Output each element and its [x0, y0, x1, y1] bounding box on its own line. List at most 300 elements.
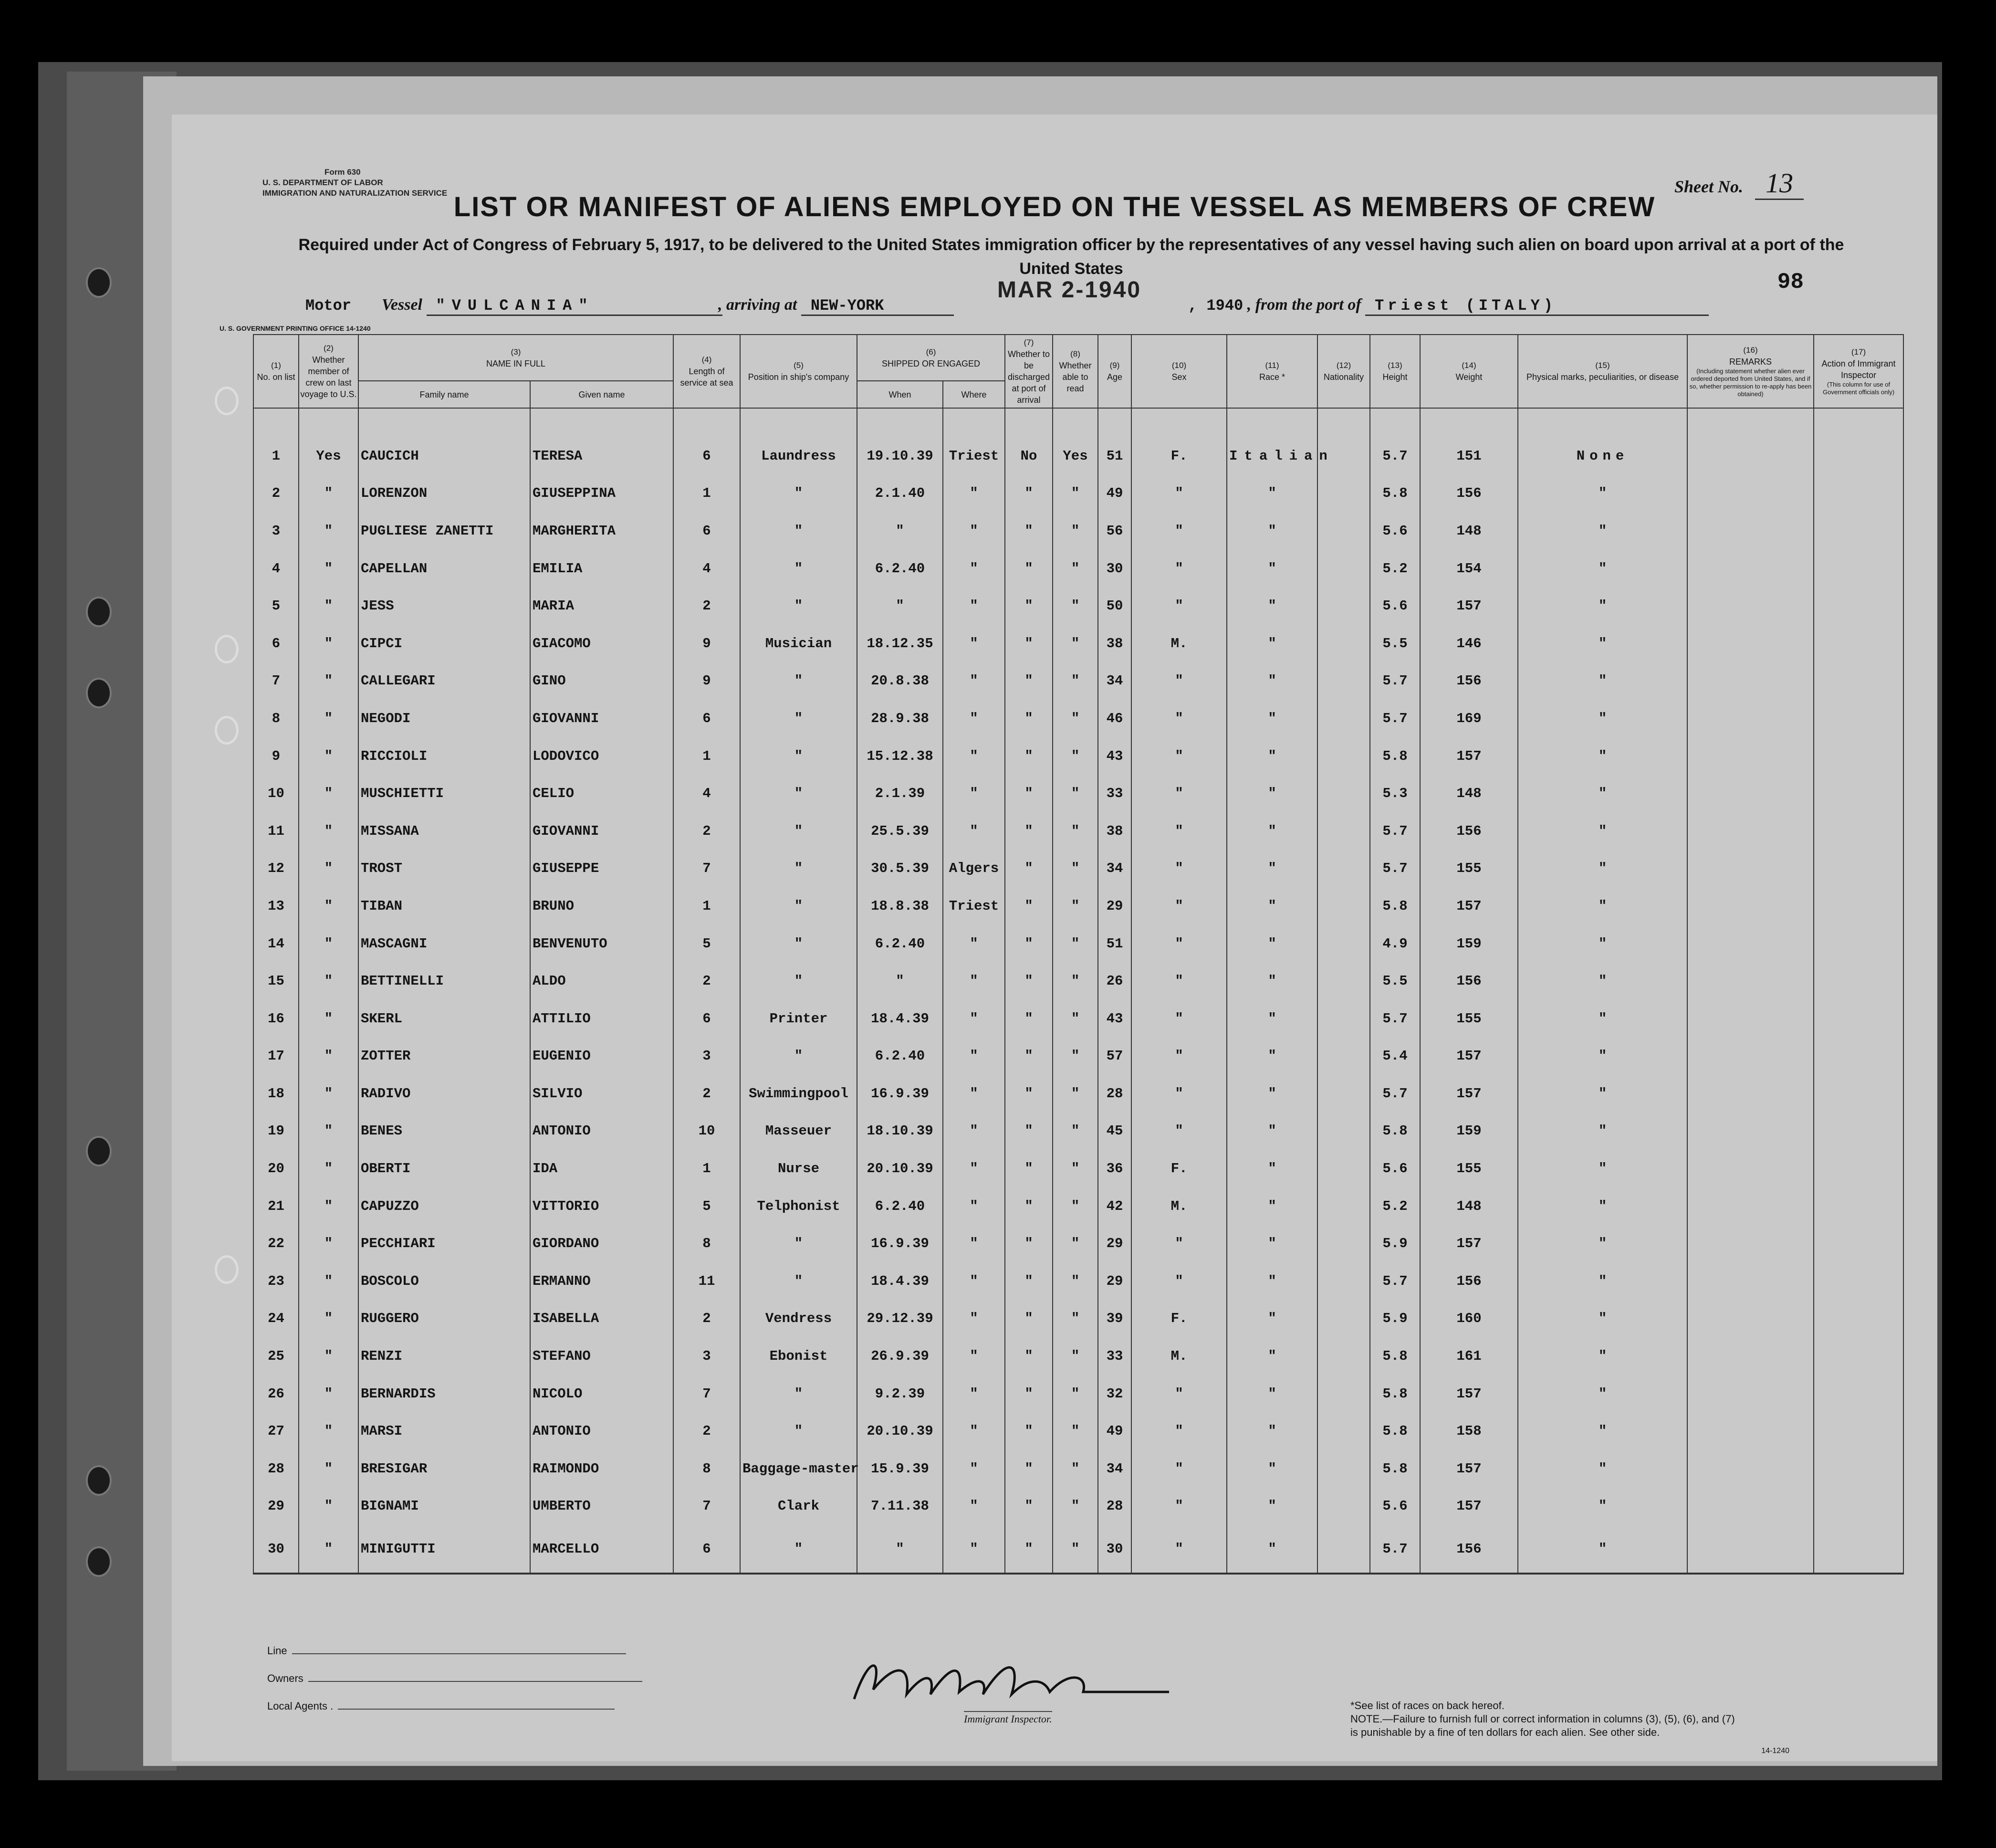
cell-no: 10 — [253, 775, 299, 812]
cell-family: LORENZON — [358, 475, 530, 513]
cell-nationality — [1317, 1525, 1370, 1574]
cell-discharged: " — [1005, 1262, 1053, 1300]
agents-label: Local Agents — [267, 1700, 327, 1712]
cell-weight: 157 — [1420, 737, 1518, 775]
cell-service: 3 — [673, 1038, 740, 1075]
cell-sex: M. — [1131, 625, 1227, 662]
cell-prev: " — [299, 925, 358, 963]
cell-service: 2 — [673, 962, 740, 1000]
cell-when: 2.1.39 — [857, 775, 943, 812]
cell-race: " — [1227, 1488, 1317, 1525]
cell-sex: " — [1131, 850, 1227, 888]
cell-family: OBERTI — [358, 1150, 530, 1187]
cell-given: STEFANO — [530, 1337, 673, 1375]
cell-when: " — [857, 1525, 943, 1574]
cell-no: 24 — [253, 1300, 299, 1338]
cell-position: Swimmingpool — [740, 1075, 857, 1113]
cell-position: " — [740, 662, 857, 700]
cell-position: Clark — [740, 1488, 857, 1525]
cell-age: 43 — [1098, 737, 1131, 775]
cell-nationality — [1317, 925, 1370, 963]
cell-where: Algers — [943, 850, 1005, 888]
cell-sex: " — [1131, 1488, 1227, 1525]
cell-race: " — [1227, 662, 1317, 700]
cell-given: GIOVANNI — [530, 812, 673, 850]
penalty-note: NOTE.—Failure to furnish full or correct information in columns (3), (5), (6), and (7) is punishable by a fine of ten dollars for each alien. See other side. — [1350, 1713, 1735, 1738]
cell-read: " — [1053, 1113, 1098, 1150]
cell-family: BRESIGAR — [358, 1450, 530, 1488]
cell-where: " — [943, 1337, 1005, 1375]
col-action-header: (17) Action of Immigrant Inspector (This column for use of Government officials only) — [1814, 335, 1903, 408]
cell-given: ANTONIO — [530, 1113, 673, 1150]
cell-given: ATTILIO — [530, 1000, 673, 1038]
cell-when: 20.8.38 — [857, 662, 943, 700]
cell-position: " — [740, 1375, 857, 1413]
manifest-code: 98 — [1777, 270, 1804, 294]
cell-position: " — [740, 887, 857, 925]
cell-read: " — [1053, 700, 1098, 737]
cell-remarks — [1687, 625, 1814, 662]
cell-sex: " — [1131, 1412, 1227, 1450]
cell-no: 30 — [253, 1525, 299, 1574]
cell-family: ZOTTER — [358, 1038, 530, 1075]
cell-remarks — [1687, 1488, 1814, 1525]
cell-where: " — [943, 812, 1005, 850]
cell-nationality — [1317, 550, 1370, 588]
cell-read: " — [1053, 1225, 1098, 1262]
cell-position: " — [740, 1225, 857, 1262]
cell-where: " — [943, 1150, 1005, 1187]
cell-sex: " — [1131, 1225, 1227, 1262]
cell-age: 33 — [1098, 1337, 1131, 1375]
cell-family: BENES — [358, 1113, 530, 1150]
cell-height: 5.7 — [1370, 1075, 1420, 1113]
cell-weight: 157 — [1420, 1488, 1518, 1525]
cell-action — [1814, 850, 1903, 888]
cell-remarks — [1687, 1187, 1814, 1225]
binder-hole — [86, 597, 112, 627]
cell-prev: " — [299, 1000, 358, 1038]
cell-read: " — [1053, 475, 1098, 513]
cell-remarks — [1687, 512, 1814, 550]
cell-height: 5.7 — [1370, 850, 1420, 888]
cell-discharged: " — [1005, 1300, 1053, 1338]
table-row — [253, 1450, 1903, 1488]
cell-service: 2 — [673, 1412, 740, 1450]
cell-position: " — [740, 550, 857, 588]
cell-age: 38 — [1098, 812, 1131, 850]
cell-action — [1814, 1150, 1903, 1187]
punch-hole — [215, 716, 239, 745]
cell-service: 7 — [673, 1375, 740, 1413]
cell-prev: " — [299, 887, 358, 925]
cell-action — [1814, 662, 1903, 700]
cell-where: " — [943, 1000, 1005, 1038]
table-row — [253, 850, 1903, 888]
cell-height: 5.8 — [1370, 1337, 1420, 1375]
cell-no: 9 — [253, 737, 299, 775]
cell-weight: 156 — [1420, 475, 1518, 513]
cell-nationality — [1317, 1225, 1370, 1262]
cell-weight: 161 — [1420, 1337, 1518, 1375]
cell-family: TROST — [358, 850, 530, 888]
sheet-label: Sheet No. — [1674, 177, 1743, 196]
cell-remarks — [1687, 550, 1814, 588]
cell-where: " — [943, 662, 1005, 700]
cell-remarks — [1687, 700, 1814, 737]
table-row — [253, 737, 1903, 775]
cell-service: 11 — [673, 1262, 740, 1300]
cell-race: " — [1227, 1150, 1317, 1187]
cell-position: " — [740, 925, 857, 963]
cell-read: " — [1053, 1150, 1098, 1187]
col-service-header: (4) Length of service at sea — [673, 335, 740, 408]
table-row — [253, 512, 1903, 550]
cell-where: " — [943, 962, 1005, 1000]
cell-remarks — [1687, 1337, 1814, 1375]
cell-race: " — [1227, 887, 1317, 925]
cell-where: " — [943, 1262, 1005, 1300]
cell-action — [1814, 925, 1903, 963]
gpo-imprint: U. S. GOVERNMENT PRINTING OFFICE 14-1240 — [219, 325, 371, 332]
cell-age: 45 — [1098, 1113, 1131, 1150]
cell-discharged: " — [1005, 812, 1053, 850]
cell-family: MASCAGNI — [358, 925, 530, 963]
col-age-header: (9) Age — [1098, 335, 1131, 408]
cell-position: " — [740, 700, 857, 737]
cell-position: " — [740, 962, 857, 1000]
cell-service: 6 — [673, 1525, 740, 1574]
cell-age: 34 — [1098, 1450, 1131, 1488]
cell-sex: " — [1131, 1000, 1227, 1038]
table-row — [253, 1150, 1903, 1187]
col-when-header: When — [857, 381, 943, 408]
col-shipped-header: (6) SHIPPED OR ENGAGED — [857, 335, 1005, 381]
cell-family: NEGODI — [358, 700, 530, 737]
cell-prev: " — [299, 1187, 358, 1225]
cell-given: EUGENIO — [530, 1038, 673, 1075]
form-service: IMMIGRATION AND NATURALIZATION SERVICE — [262, 189, 448, 198]
col-no-header: (1) No. on list — [253, 335, 299, 408]
binder-hole — [86, 1546, 112, 1577]
cell-service: 9 — [673, 625, 740, 662]
cell-position: Musician — [740, 625, 857, 662]
cell-prev: " — [299, 1412, 358, 1450]
table-row — [253, 1075, 1903, 1113]
cell-read: " — [1053, 1337, 1098, 1375]
cell-given: ISABELLA — [530, 1300, 673, 1338]
cell-where: " — [943, 1075, 1005, 1113]
cell-prev: " — [299, 1450, 358, 1488]
cell-no: 23 — [253, 1262, 299, 1300]
cell-read: " — [1053, 925, 1098, 963]
cell-where: " — [943, 775, 1005, 812]
cell-where: " — [943, 1113, 1005, 1150]
cell-family: BETTINELLI — [358, 962, 530, 1000]
cell-age: 29 — [1098, 1225, 1131, 1262]
cell-action — [1814, 962, 1903, 1000]
cell-marks: " — [1518, 850, 1687, 888]
cell-action — [1814, 1262, 1903, 1300]
owners-label: Owners — [267, 1672, 303, 1684]
cell-remarks — [1687, 1300, 1814, 1338]
cell-service: 6 — [673, 700, 740, 737]
cell-action — [1814, 1075, 1903, 1113]
cell-when: 9.2.39 — [857, 1375, 943, 1413]
table-row — [253, 1337, 1903, 1375]
cell-when: 18.8.38 — [857, 887, 943, 925]
cell-race: " — [1227, 1450, 1317, 1488]
cell-sex: " — [1131, 812, 1227, 850]
cell-remarks — [1687, 1450, 1814, 1488]
cell-discharged: " — [1005, 475, 1053, 513]
cell-given: ERMANNO — [530, 1262, 673, 1300]
cell-prev: " — [299, 1150, 358, 1187]
cell-sex: M. — [1131, 1187, 1227, 1225]
cell-sex: " — [1131, 1262, 1227, 1300]
cell-remarks — [1687, 1150, 1814, 1187]
table-row — [253, 625, 1903, 662]
cell-read: " — [1053, 1038, 1098, 1075]
cell-remarks — [1687, 962, 1814, 1000]
vessel-name: "VULCANIA" — [427, 297, 722, 316]
cell-nationality — [1317, 587, 1370, 625]
cell-family: MUSCHIETTI — [358, 775, 530, 812]
cell-given: GIUSEPPINA — [530, 475, 673, 513]
cell-position: " — [740, 812, 857, 850]
cell-position: " — [740, 512, 857, 550]
cell-weight: 155 — [1420, 850, 1518, 888]
cell-prev: Yes — [299, 408, 358, 475]
cell-weight: 151 — [1420, 408, 1518, 475]
form-department: U. S. DEPARTMENT OF LABOR — [262, 178, 383, 187]
table-row — [253, 1113, 1903, 1150]
cell-service: 3 — [673, 1337, 740, 1375]
cell-height: 5.4 — [1370, 1038, 1420, 1075]
cell-when: 2.1.40 — [857, 475, 943, 513]
cell-nationality — [1317, 1300, 1370, 1338]
cell-given: EMILIA — [530, 550, 673, 588]
cell-position: " — [740, 850, 857, 888]
from-port-label: , from the port of — [1247, 296, 1361, 314]
cell-age: 32 — [1098, 1375, 1131, 1413]
cell-prev: " — [299, 1300, 358, 1338]
col-discharged-header: (7) Whether to be discharged at port of arrival — [1005, 335, 1053, 408]
cell-weight: 160 — [1420, 1300, 1518, 1338]
table-row — [253, 775, 1903, 812]
cell-height: 5.5 — [1370, 962, 1420, 1000]
arriving-label: , arriving at — [718, 296, 797, 314]
cell-nationality — [1317, 475, 1370, 513]
cell-service: 1 — [673, 475, 740, 513]
cell-read: Yes — [1053, 408, 1098, 475]
cell-race: " — [1227, 1337, 1317, 1375]
cell-height: 5.7 — [1370, 700, 1420, 737]
cell-height: 5.9 — [1370, 1225, 1420, 1262]
crew-rows — [253, 408, 1903, 1574]
cell-remarks — [1687, 1375, 1814, 1413]
cell-height: 5.8 — [1370, 1375, 1420, 1413]
cell-prev: " — [299, 812, 358, 850]
cell-race: " — [1227, 925, 1317, 963]
cell-prev: " — [299, 737, 358, 775]
cell-position: " — [740, 475, 857, 513]
cell-service: 9 — [673, 662, 740, 700]
table-row — [253, 887, 1903, 925]
cell-service: 5 — [673, 1187, 740, 1225]
cell-service: 4 — [673, 775, 740, 812]
table-row — [253, 1000, 1903, 1038]
cell-nationality — [1317, 1412, 1370, 1450]
owners-field — [267, 1665, 642, 1692]
cell-service: 7 — [673, 1488, 740, 1525]
cell-nationality — [1317, 408, 1370, 475]
year-field — [1188, 296, 1709, 325]
cell-remarks — [1687, 662, 1814, 700]
table-row — [253, 962, 1903, 1000]
cell-nationality — [1317, 1262, 1370, 1300]
cell-nationality — [1317, 812, 1370, 850]
cell-where: " — [943, 1225, 1005, 1262]
cell-nationality — [1317, 775, 1370, 812]
table-row — [253, 1038, 1903, 1075]
cell-race: " — [1227, 1000, 1317, 1038]
cell-remarks — [1687, 1038, 1814, 1075]
cell-height: 4.9 — [1370, 925, 1420, 963]
cell-given: RAIMONDO — [530, 1450, 673, 1488]
cell-nationality — [1317, 1150, 1370, 1187]
cell-weight: 146 — [1420, 625, 1518, 662]
table-row — [253, 408, 1903, 475]
cell-family: RUGGERO — [358, 1300, 530, 1338]
cell-race: " — [1227, 512, 1317, 550]
cell-race: " — [1227, 1412, 1317, 1450]
cell-prev: " — [299, 1337, 358, 1375]
cell-position: Laundress — [740, 408, 857, 475]
cell-remarks — [1687, 1075, 1814, 1113]
cell-no: 14 — [253, 925, 299, 963]
cell-no: 17 — [253, 1038, 299, 1075]
cell-service: 6 — [673, 512, 740, 550]
cell-marks: " — [1518, 1187, 1687, 1225]
cell-height: 5.7 — [1370, 662, 1420, 700]
cell-nationality — [1317, 1000, 1370, 1038]
cell-remarks — [1687, 1225, 1814, 1262]
cell-position: Vendress — [740, 1300, 857, 1338]
cell-remarks — [1687, 408, 1814, 475]
cell-given: VITTORIO — [530, 1187, 673, 1225]
cell-when: 16.9.39 — [857, 1075, 943, 1113]
cell-when: 20.10.39 — [857, 1150, 943, 1187]
cell-action — [1814, 1300, 1903, 1338]
cell-read: " — [1053, 775, 1098, 812]
cell-prev: " — [299, 1113, 358, 1150]
cell-action — [1814, 1337, 1903, 1375]
binder-hole — [86, 1136, 112, 1166]
cell-given: ALDO — [530, 962, 673, 1000]
cell-no: 7 — [253, 662, 299, 700]
cell-family: CAUCICH — [358, 408, 530, 475]
cell-age: 34 — [1098, 662, 1131, 700]
cell-sex: M. — [1131, 1337, 1227, 1375]
cell-no: 21 — [253, 1187, 299, 1225]
cell-position: Printer — [740, 1000, 857, 1038]
cell-race: " — [1227, 550, 1317, 588]
cell-family: CAPELLAN — [358, 550, 530, 588]
form-number: Form 630 — [324, 168, 361, 177]
cell-when: 28.9.38 — [857, 700, 943, 737]
cell-sex: " — [1131, 1075, 1227, 1113]
cell-no: 26 — [253, 1375, 299, 1413]
cell-age: 28 — [1098, 1075, 1131, 1113]
cell-action — [1814, 1412, 1903, 1450]
cell-given: LODOVICO — [530, 737, 673, 775]
cell-action — [1814, 887, 1903, 925]
table-row — [253, 1187, 1903, 1225]
cell-marks: " — [1518, 1300, 1687, 1338]
cell-height: 5.2 — [1370, 550, 1420, 588]
cell-no: 28 — [253, 1450, 299, 1488]
table-row — [253, 700, 1903, 737]
cell-discharged: " — [1005, 1038, 1053, 1075]
cell-given: GIUSEPPE — [530, 850, 673, 888]
cell-when: " — [857, 512, 943, 550]
form-code: 14-1240 — [1761, 1747, 1789, 1755]
cell-given: MARCELLO — [530, 1525, 673, 1574]
cell-no: 3 — [253, 512, 299, 550]
cell-given: ANTONIO — [530, 1412, 673, 1450]
cell-discharged: " — [1005, 1412, 1053, 1450]
cell-no: 8 — [253, 700, 299, 737]
cell-nationality — [1317, 1187, 1370, 1225]
cell-position: " — [740, 587, 857, 625]
cell-marks: " — [1518, 1150, 1687, 1187]
cell-discharged: " — [1005, 625, 1053, 662]
cell-prev: " — [299, 1262, 358, 1300]
cell-weight: 156 — [1420, 1525, 1518, 1574]
table-row — [253, 812, 1903, 850]
cell-where: " — [943, 1300, 1005, 1338]
cell-action — [1814, 408, 1903, 475]
col-marks-header: (15) Physical marks, peculiarities, or disease — [1518, 335, 1687, 408]
cell-service: 1 — [673, 737, 740, 775]
footer-notes — [1350, 1699, 1742, 1739]
cell-read: " — [1053, 1450, 1098, 1488]
cell-weight: 148 — [1420, 775, 1518, 812]
header-row — [253, 335, 1903, 381]
cell-nationality — [1317, 850, 1370, 888]
cell-no: 18 — [253, 1075, 299, 1113]
cell-service: 7 — [673, 850, 740, 888]
cell-age: 33 — [1098, 775, 1131, 812]
cell-action — [1814, 812, 1903, 850]
cell-discharged: " — [1005, 925, 1053, 963]
cell-read: " — [1053, 1187, 1098, 1225]
cell-weight: 158 — [1420, 1412, 1518, 1450]
cell-no: 1 — [253, 408, 299, 475]
cell-age: 39 — [1098, 1300, 1131, 1338]
cell-when: 6.2.40 — [857, 1038, 943, 1075]
cell-position: " — [740, 1525, 857, 1574]
cell-weight: 148 — [1420, 1187, 1518, 1225]
year-value: , 1940 — [1188, 297, 1244, 315]
cell-marks: " — [1518, 1000, 1687, 1038]
cell-age: 26 — [1098, 962, 1131, 1000]
punch-hole — [215, 635, 239, 663]
cell-age: 51 — [1098, 925, 1131, 963]
cell-position: " — [740, 1038, 857, 1075]
cell-marks: " — [1518, 512, 1687, 550]
